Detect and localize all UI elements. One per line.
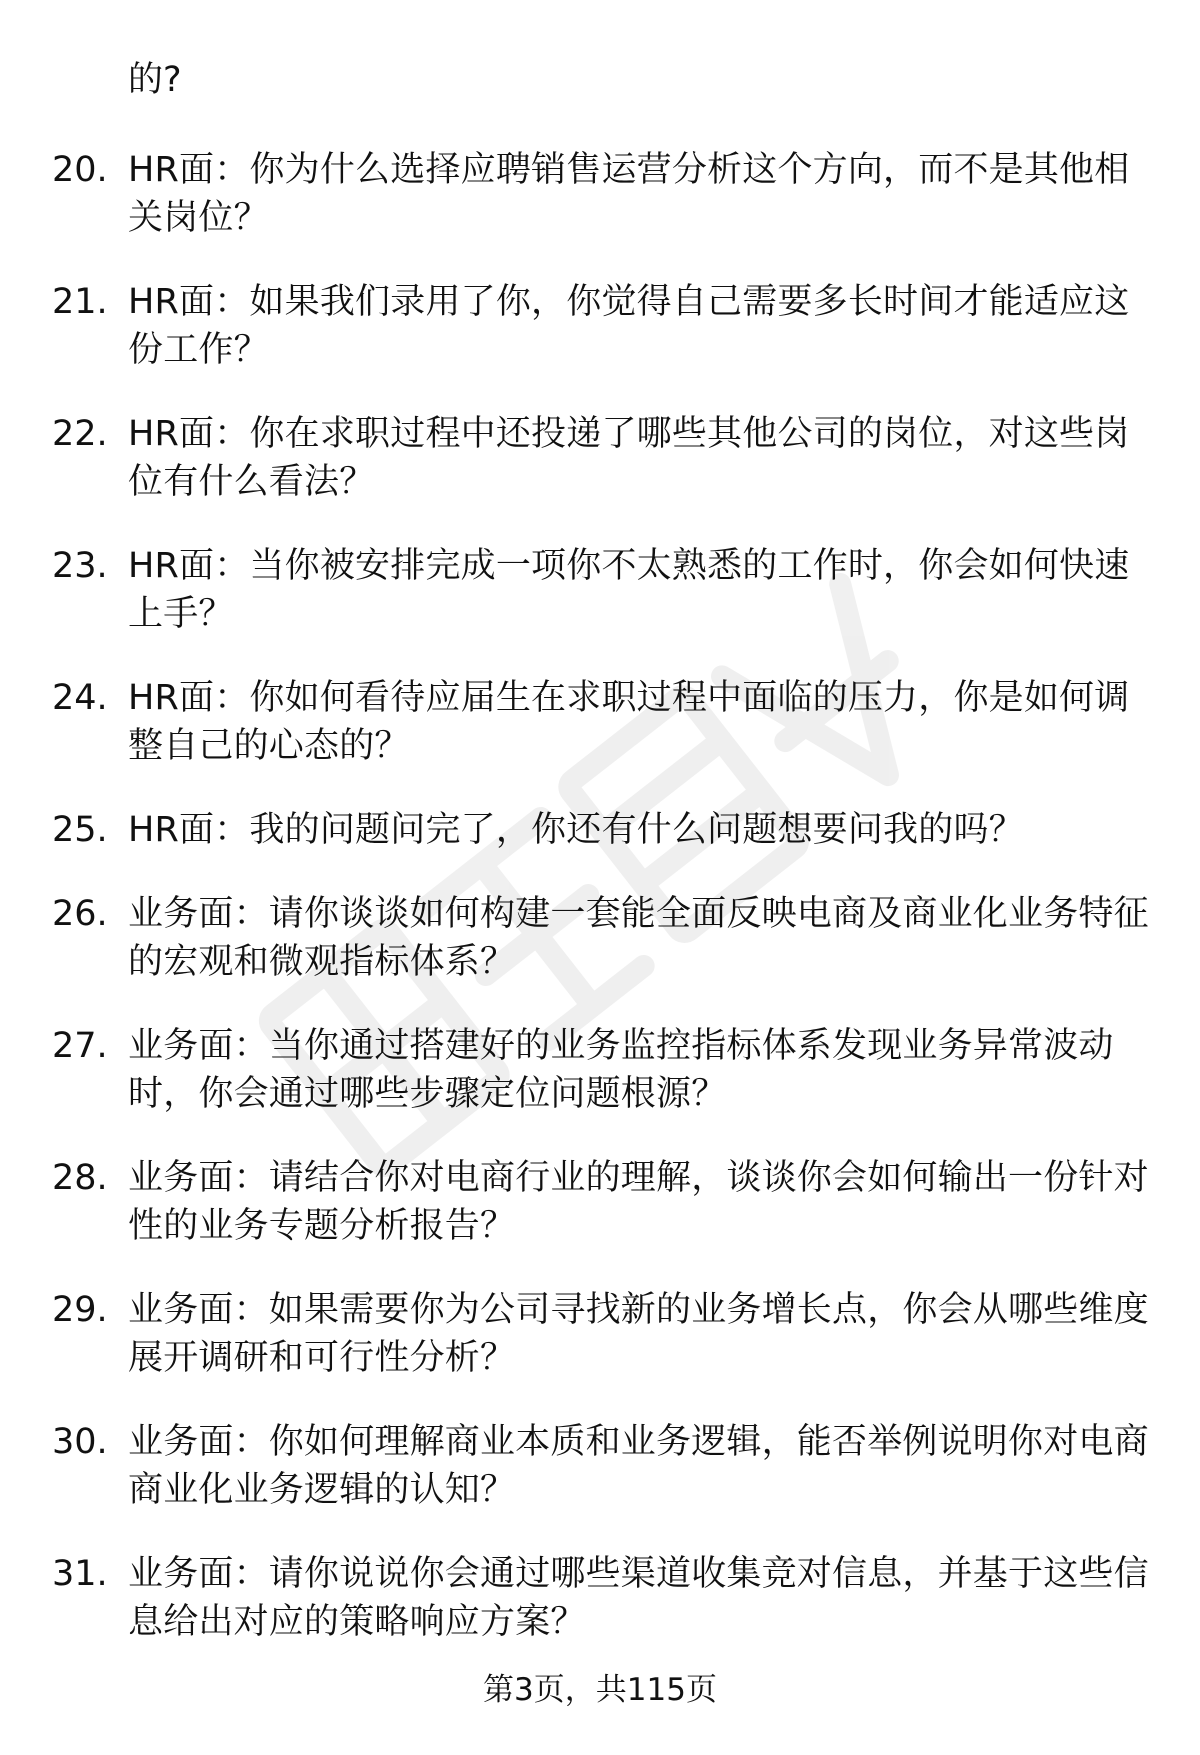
item-text: HR面：你如何看待应届生在求职过程中面临的压力，你是如何调整自己的心态的？ <box>128 678 1130 766</box>
item-number: 29. <box>52 1290 108 1330</box>
item-text: HR面：你为什么选择应聘销售运营分析这个方向，而不是其他相关岗位？ <box>128 150 1130 238</box>
item-text: 业务面：请你谈谈如何构建一套能全面反映电商及商业化业务特征的宏观和微观指标体系？ <box>128 894 1149 982</box>
item-text: HR面：我的问题问完了，你还有什么问题想要问我的吗？ <box>128 810 1024 850</box>
item-number: 26. <box>52 894 108 934</box>
item-number: 20. <box>52 150 108 190</box>
item-number: 22. <box>52 414 108 454</box>
item-text: 业务面：你如何理解商业本质和业务逻辑，能否举例说明你对电商商业化业务逻辑的认知？ <box>128 1422 1149 1510</box>
continuation-text: 的? <box>128 60 182 100</box>
item-number: 28. <box>52 1158 108 1198</box>
item-text: 业务面：当你通过搭建好的业务监控指标体系发现业务异常波动时，你会通过哪些步骤定位问题根源？ <box>128 1026 1114 1114</box>
item-text: HR面：如果我们录用了你，你觉得自己需要多长时间才能适应这份工作？ <box>128 282 1130 370</box>
item-number: 31. <box>52 1554 108 1594</box>
item-text: 业务面：请结合你对电商行业的理解，谈谈你会如何输出一份针对性的业务专题分析报告？ <box>128 1158 1149 1246</box>
item-text: 业务面：如果需要你为公司寻找新的业务增长点，你会从哪些维度展开调研和可行性分析？ <box>128 1290 1149 1378</box>
item-number: 24. <box>52 678 108 718</box>
item-number: 27. <box>52 1026 108 1066</box>
item-text: 业务面：请你说说你会通过哪些渠道收集竞对信息，并基于这些信息给出对应的策略响应方案？ <box>128 1554 1149 1642</box>
item-number: 30. <box>52 1422 108 1462</box>
page-footer: 第3页，共115页 <box>483 1672 717 1708</box>
item-number: 23. <box>52 546 108 586</box>
item-text: HR面：当你被安排完成一项你不太熟悉的工作时，你会如何快速上手？ <box>128 546 1130 634</box>
item-number: 25. <box>52 810 108 850</box>
item-text: HR面：你在求职过程中还投递了哪些其他公司的岗位，对这些岗位有什么看法？ <box>128 414 1130 502</box>
item-number: 21. <box>52 282 108 322</box>
